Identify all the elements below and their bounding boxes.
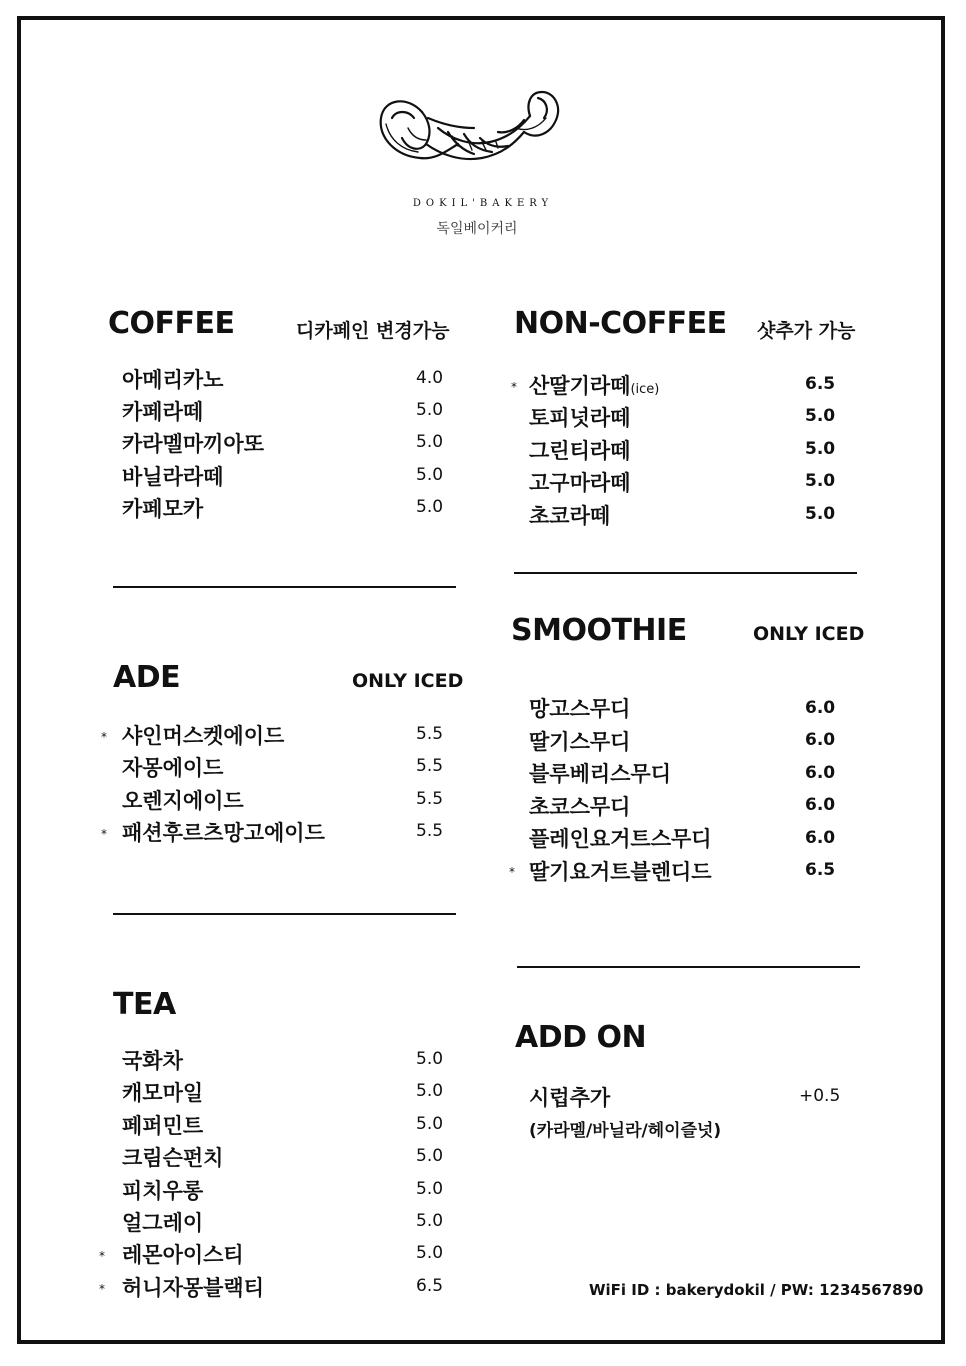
coffee-item-price: 5.0 <box>416 400 444 420</box>
smoothie-item-name: 망고스무디 <box>529 697 631 721</box>
non-coffee-item-name: 토피넛라떼 <box>529 406 631 430</box>
non-coffee-item-suffix: (ice) <box>630 382 660 397</box>
tea-item-price: 5.0 <box>416 1049 444 1069</box>
brand-name-en: DOKIL'BAKERY <box>412 198 554 209</box>
ade-item-name: 패션후르츠망고에이드 <box>122 821 325 845</box>
tea-item-price: 5.0 <box>416 1211 444 1231</box>
tea-item-name: 얼그레이 <box>122 1211 204 1235</box>
coffee-title: COFFEE <box>108 306 235 341</box>
tea-item-name: 레몬아이스티 <box>122 1243 244 1267</box>
coffee-item-name: 바닐라라떼 <box>122 465 224 489</box>
add-on-title: ADD ON <box>515 1020 647 1055</box>
brand-name-ko: 독일베이커리 <box>436 221 518 237</box>
signature-star: * <box>509 865 515 879</box>
non-coffee-item-price: 5.0 <box>805 439 836 459</box>
non-coffee-item-price: 6.5 <box>805 374 836 394</box>
coffee-item-price: 5.0 <box>416 497 444 517</box>
coffee-item-price: 5.0 <box>416 432 444 452</box>
section-divider <box>517 966 860 968</box>
add-on-item-name: 시럽추가 <box>529 1086 611 1110</box>
section-divider <box>514 572 857 574</box>
smoothie-item-price: 6.0 <box>805 763 836 783</box>
tea-item-name: 캐모마일 <box>122 1081 204 1105</box>
section-divider <box>113 586 456 588</box>
smoothie-item-price: 6.5 <box>805 860 836 880</box>
signature-star: * <box>511 380 517 394</box>
ade-item-price: 5.5 <box>416 821 444 841</box>
smoothie-item-name: 딸기요거트블렌디드 <box>529 860 712 884</box>
non-coffee-item-name: 그린티라떼 <box>529 439 631 463</box>
wifi-info: WiFi ID : bakerydokil / PW: 1234567890 <box>589 1281 924 1299</box>
coffee-item-name: 카라멜마끼아또 <box>122 432 265 456</box>
ade-item-name: 자몽에이드 <box>122 756 224 780</box>
smoothie-item-name: 블루베리스무디 <box>529 762 672 786</box>
non-coffee-item-price: 5.0 <box>805 406 836 426</box>
ade-item-name: 샤인머스켓에이드 <box>122 724 285 748</box>
tea-item-name: 페퍼민트 <box>122 1114 204 1138</box>
non-coffee-title: NON-COFFEE <box>514 306 727 341</box>
smoothie-note: ONLY ICED <box>753 623 865 645</box>
signature-star: * <box>99 1282 105 1296</box>
smoothie-item-name: 딸기스무디 <box>529 730 631 754</box>
coffee-item-name: 카페라떼 <box>122 400 204 424</box>
tea-item-name: 국화차 <box>122 1049 183 1073</box>
ade-item-price: 5.5 <box>416 756 444 776</box>
ade-item-name: 오렌지에이드 <box>122 789 244 813</box>
tea-item-price: 5.0 <box>416 1081 444 1101</box>
tea-title: TEA <box>113 987 176 1022</box>
coffee-item-price: 4.0 <box>416 368 444 388</box>
smoothie-item-price: 6.0 <box>805 795 836 815</box>
non-coffee-note: 샷추가 가능 <box>757 320 856 342</box>
tea-item-price: 5.0 <box>416 1146 444 1166</box>
coffee-note: 디카페인 변경가능 <box>296 320 450 342</box>
tea-item-price: 5.0 <box>416 1243 444 1263</box>
smoothie-item-name: 플레인요거트스무디 <box>529 827 712 851</box>
ade-title: ADE <box>113 660 181 695</box>
signature-star: * <box>101 730 107 744</box>
non-coffee-item-name: 고구마라떼 <box>529 471 631 495</box>
smoothie-title: SMOOTHIE <box>511 613 687 648</box>
coffee-item-name: 아메리카노 <box>122 368 224 392</box>
smoothie-item-price: 6.0 <box>805 828 836 848</box>
ade-item-price: 5.5 <box>416 789 444 809</box>
tea-item-price: 6.5 <box>416 1276 444 1296</box>
tea-item-name: 허니자몽블랙티 <box>122 1276 265 1300</box>
smoothie-item-price: 6.0 <box>805 730 836 750</box>
smoothie-item-name: 초코스무디 <box>529 795 631 819</box>
coffee-item-price: 5.0 <box>416 465 444 485</box>
signature-star: * <box>99 1249 105 1263</box>
tea-item-name: 크림슨펀치 <box>122 1146 224 1170</box>
section-divider <box>113 913 456 915</box>
smoothie-item-price: 6.0 <box>805 698 836 718</box>
non-coffee-item-price: 5.0 <box>805 471 836 491</box>
tea-item-price: 5.0 <box>416 1179 444 1199</box>
coffee-item-name: 카페모카 <box>122 497 204 521</box>
tea-item-price: 5.0 <box>416 1114 444 1134</box>
non-coffee-item-name: 산딸기라떼(ice) <box>529 374 660 398</box>
non-coffee-item-price: 5.0 <box>805 504 836 524</box>
tea-item-name: 피치우롱 <box>122 1179 204 1203</box>
non-coffee-item-name: 초코라떼 <box>529 504 611 528</box>
add-on-options: (카라멜/바닐라/헤이즐넛) <box>529 1121 722 1141</box>
croissant-sketch-icon <box>378 88 564 180</box>
ade-item-price: 5.5 <box>416 724 444 744</box>
signature-star: * <box>101 827 107 841</box>
ade-note: ONLY ICED <box>352 670 464 692</box>
add-on-item-price: +0.5 <box>799 1086 841 1106</box>
